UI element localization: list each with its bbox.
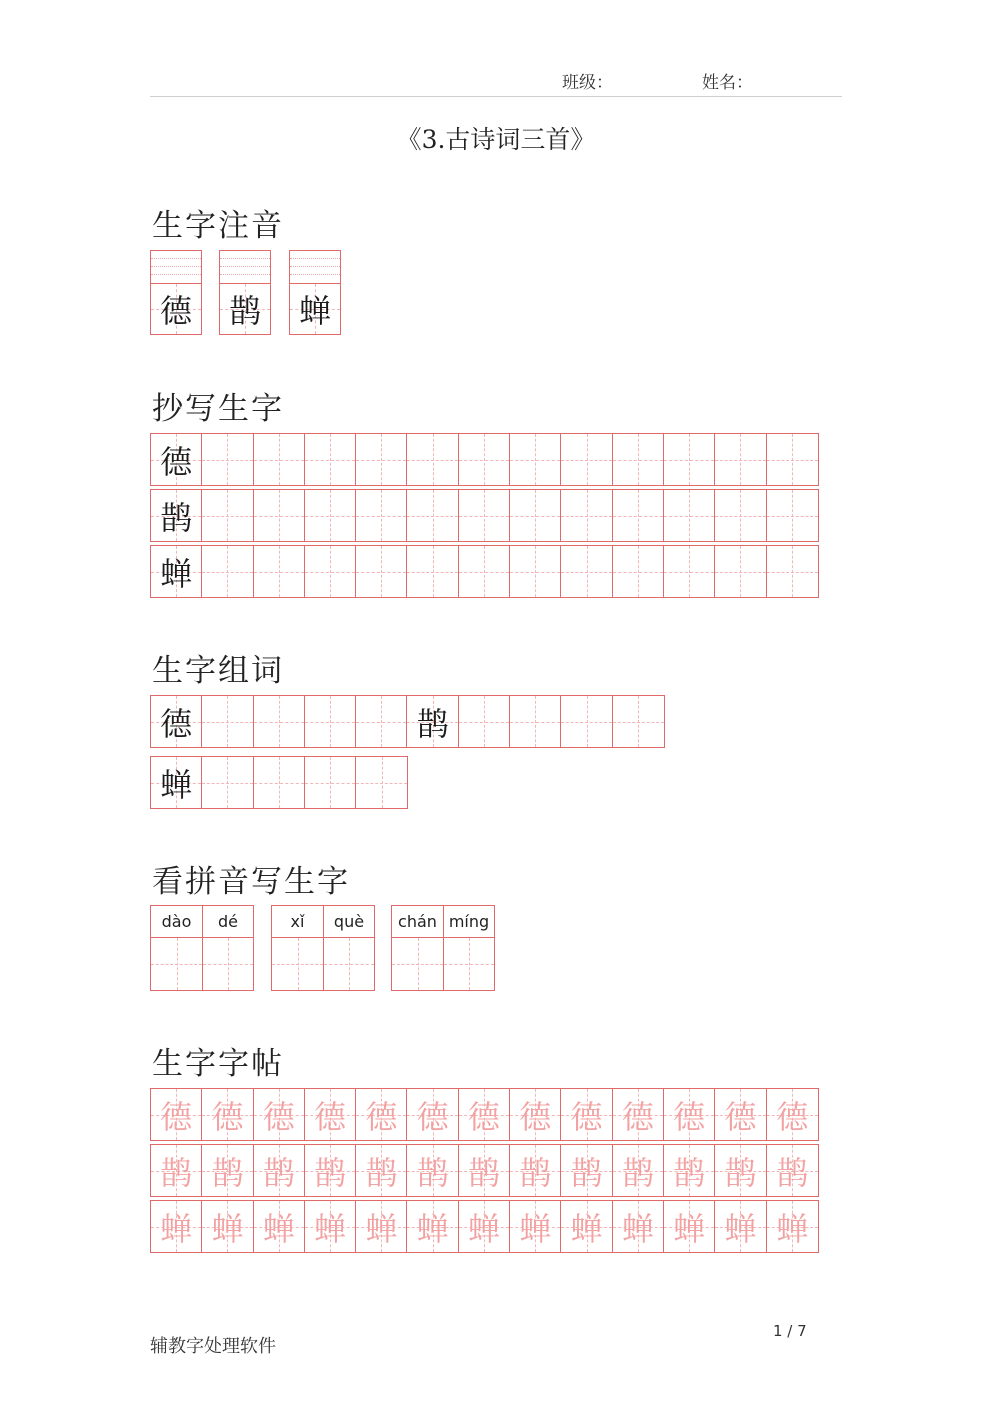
pinyin-column xyxy=(151,906,202,990)
pinyin-syllable: xǐ xyxy=(272,906,323,938)
trace-character: 蝉 xyxy=(314,1209,347,1248)
grid-cell xyxy=(767,1145,818,1196)
character: 德 xyxy=(160,442,193,481)
trace-character: 鹊 xyxy=(416,1153,449,1192)
grid-cell xyxy=(407,696,458,747)
page-title: 《3.古诗词三首》 xyxy=(396,125,596,154)
annotate-box xyxy=(150,250,202,335)
grid-cell xyxy=(561,1145,612,1196)
pinyin-column xyxy=(392,906,443,990)
grid-cell xyxy=(151,434,202,485)
pinyin-box xyxy=(150,905,254,991)
grid-cell xyxy=(407,434,458,485)
trace-character: 蝉 xyxy=(673,1209,706,1248)
grid-cell xyxy=(459,1201,510,1252)
grid-cell xyxy=(254,757,305,808)
pinyin-syllable: què xyxy=(324,906,374,938)
trace-character: 鹊 xyxy=(519,1153,552,1192)
grid-row xyxy=(150,1200,819,1253)
pinyin-column xyxy=(272,906,323,990)
grid-cell xyxy=(356,696,407,747)
class-label: 班级： xyxy=(562,73,613,93)
grid-cell xyxy=(715,490,766,541)
grid-cell xyxy=(715,546,766,597)
section-annotate-title: 生字注音 xyxy=(152,208,284,244)
trace-character: 德 xyxy=(262,1097,295,1136)
name-label: 姓名： xyxy=(702,73,753,93)
trace-character: 蝉 xyxy=(416,1209,449,1248)
grid-cell xyxy=(664,490,715,541)
trace-character: 德 xyxy=(467,1097,500,1136)
trace-character: 德 xyxy=(724,1097,757,1136)
grid-cell xyxy=(613,546,664,597)
pinyin-syllable: dào xyxy=(151,906,202,938)
grid-cell xyxy=(202,1089,253,1140)
grid-cell xyxy=(561,546,612,597)
trace-character: 德 xyxy=(160,1097,193,1136)
trace-character: 蝉 xyxy=(570,1209,603,1248)
trace-character: 德 xyxy=(673,1097,706,1136)
trace-character: 蝉 xyxy=(724,1209,757,1248)
grid-row xyxy=(150,489,819,542)
trace-character: 蝉 xyxy=(211,1209,244,1248)
trace-character: 鹊 xyxy=(262,1153,295,1192)
pinyin-syllable: míng xyxy=(444,906,494,938)
grid-row xyxy=(150,756,408,809)
grid-cell xyxy=(202,546,253,597)
grid-cell xyxy=(356,757,407,808)
grid-cell xyxy=(305,546,356,597)
grid-cell xyxy=(664,546,715,597)
grid-cell xyxy=(613,1089,664,1140)
character: 鹊 xyxy=(160,498,193,537)
grid-cell xyxy=(151,1089,202,1140)
grid-cell xyxy=(561,696,612,747)
grid-cell xyxy=(254,696,305,747)
trace-character: 德 xyxy=(416,1097,449,1136)
grid-cell xyxy=(202,696,253,747)
grid-cell xyxy=(510,696,561,747)
pinyin-syllable: dé xyxy=(203,906,253,938)
grid-cell xyxy=(510,434,561,485)
grid-cell xyxy=(459,490,510,541)
trace-character: 鹊 xyxy=(621,1153,654,1192)
grid-cell xyxy=(459,546,510,597)
grid-cell xyxy=(459,696,510,747)
grid-cell xyxy=(613,434,664,485)
grid-cell xyxy=(767,546,818,597)
grid-cell xyxy=(407,490,458,541)
grid-cell xyxy=(202,757,253,808)
grid-cell xyxy=(510,1089,561,1140)
grid-cell xyxy=(561,1201,612,1252)
annotate-box xyxy=(289,250,341,335)
grid-cell xyxy=(356,490,407,541)
grid-cell xyxy=(407,1145,458,1196)
grid-cell xyxy=(356,434,407,485)
trace-character: 蝉 xyxy=(160,1209,193,1248)
pinyin-column xyxy=(323,906,374,990)
grid-cell xyxy=(767,1201,818,1252)
trace-character: 蝉 xyxy=(776,1209,809,1248)
header-divider xyxy=(150,96,842,97)
grid-cell xyxy=(510,1201,561,1252)
annotate-box xyxy=(219,250,271,335)
grid-cell xyxy=(151,546,202,597)
grid-cell xyxy=(202,490,253,541)
pinyin-box xyxy=(391,905,495,991)
grid-cell xyxy=(407,546,458,597)
grid-row xyxy=(150,695,665,748)
trace-character: 蝉 xyxy=(467,1209,500,1248)
grid-cell xyxy=(715,1145,766,1196)
grid-cell xyxy=(459,1145,510,1196)
grid-cell xyxy=(356,1201,407,1252)
grid-cell xyxy=(254,546,305,597)
trace-character: 德 xyxy=(776,1097,809,1136)
grid-cell xyxy=(407,1089,458,1140)
grid-cell xyxy=(151,757,202,808)
grid-row xyxy=(150,545,819,598)
trace-character: 德 xyxy=(570,1097,603,1136)
grid-row xyxy=(150,433,819,486)
grid-cell xyxy=(561,434,612,485)
grid-cell xyxy=(715,1089,766,1140)
character: 蝉 xyxy=(160,765,193,804)
grid-cell xyxy=(613,1145,664,1196)
pinyin-column xyxy=(443,906,494,990)
grid-cell xyxy=(664,1201,715,1252)
grid-cell xyxy=(202,434,253,485)
grid-cell xyxy=(305,1145,356,1196)
grid-cell xyxy=(151,490,202,541)
pinyin-box xyxy=(271,905,375,991)
pinyin-syllable: chán xyxy=(392,906,443,938)
trace-character: 蝉 xyxy=(262,1209,295,1248)
grid-cell xyxy=(151,1145,202,1196)
grid-cell xyxy=(305,490,356,541)
trace-character: 德 xyxy=(314,1097,347,1136)
grid-cell xyxy=(767,1089,818,1140)
trace-character: 德 xyxy=(519,1097,552,1136)
grid-cell xyxy=(459,1089,510,1140)
character: 蝉 xyxy=(298,292,331,330)
trace-character: 德 xyxy=(621,1097,654,1136)
grid-cell xyxy=(305,434,356,485)
grid-cell xyxy=(715,434,766,485)
trace-character: 鹊 xyxy=(673,1153,706,1192)
grid-cell xyxy=(613,696,664,747)
grid-cell xyxy=(715,1201,766,1252)
grid-row xyxy=(150,1088,819,1141)
grid-cell xyxy=(254,434,305,485)
trace-character: 蝉 xyxy=(365,1209,398,1248)
grid-cell xyxy=(356,546,407,597)
grid-row xyxy=(150,1144,819,1197)
grid-cell xyxy=(151,696,202,747)
grid-cell xyxy=(664,1089,715,1140)
grid-cell xyxy=(305,757,356,808)
trace-character: 鹊 xyxy=(160,1153,193,1192)
trace-character: 蝉 xyxy=(519,1209,552,1248)
trace-character: 鹊 xyxy=(724,1153,757,1192)
grid-cell xyxy=(202,1145,253,1196)
trace-character: 德 xyxy=(211,1097,244,1136)
grid-cell xyxy=(510,1145,561,1196)
grid-cell xyxy=(151,1201,202,1252)
grid-cell xyxy=(305,1201,356,1252)
character: 德 xyxy=(159,292,192,330)
trace-character: 德 xyxy=(365,1097,398,1136)
grid-cell xyxy=(356,1145,407,1196)
character: 鹊 xyxy=(416,704,449,743)
trace-character: 蝉 xyxy=(621,1209,654,1248)
grid-cell xyxy=(254,490,305,541)
grid-cell xyxy=(407,1201,458,1252)
trace-character: 鹊 xyxy=(467,1153,500,1192)
character: 鹊 xyxy=(228,292,261,330)
grid-cell xyxy=(254,1145,305,1196)
section-pinyin-title: 看拼音写生字 xyxy=(152,864,350,900)
grid-cell xyxy=(664,434,715,485)
character: 德 xyxy=(160,704,193,743)
grid-cell xyxy=(459,434,510,485)
grid-cell xyxy=(510,490,561,541)
grid-cell xyxy=(613,490,664,541)
footer-software: 辅教字处理软件 xyxy=(150,1336,276,1357)
grid-cell xyxy=(561,490,612,541)
grid-cell xyxy=(767,434,818,485)
section-copy-title: 抄写生字 xyxy=(152,391,284,427)
grid-cell xyxy=(254,1089,305,1140)
grid-cell xyxy=(254,1201,305,1252)
grid-cell xyxy=(613,1201,664,1252)
grid-cell xyxy=(561,1089,612,1140)
grid-cell xyxy=(202,1201,253,1252)
section-words-title: 生字组词 xyxy=(152,653,284,689)
trace-character: 鹊 xyxy=(314,1153,347,1192)
trace-character: 鹊 xyxy=(211,1153,244,1192)
trace-character: 鹊 xyxy=(570,1153,603,1192)
page-number: 1 / 7 xyxy=(773,1322,807,1340)
grid-cell xyxy=(510,546,561,597)
grid-cell xyxy=(767,490,818,541)
grid-cell xyxy=(305,1089,356,1140)
section-copybook-title: 生字字帖 xyxy=(152,1046,284,1082)
trace-character: 鹊 xyxy=(776,1153,809,1192)
trace-character: 鹊 xyxy=(365,1153,398,1192)
grid-cell xyxy=(664,1145,715,1196)
grid-cell xyxy=(305,696,356,747)
grid-cell xyxy=(356,1089,407,1140)
pinyin-column xyxy=(202,906,253,990)
character: 蝉 xyxy=(160,554,193,593)
